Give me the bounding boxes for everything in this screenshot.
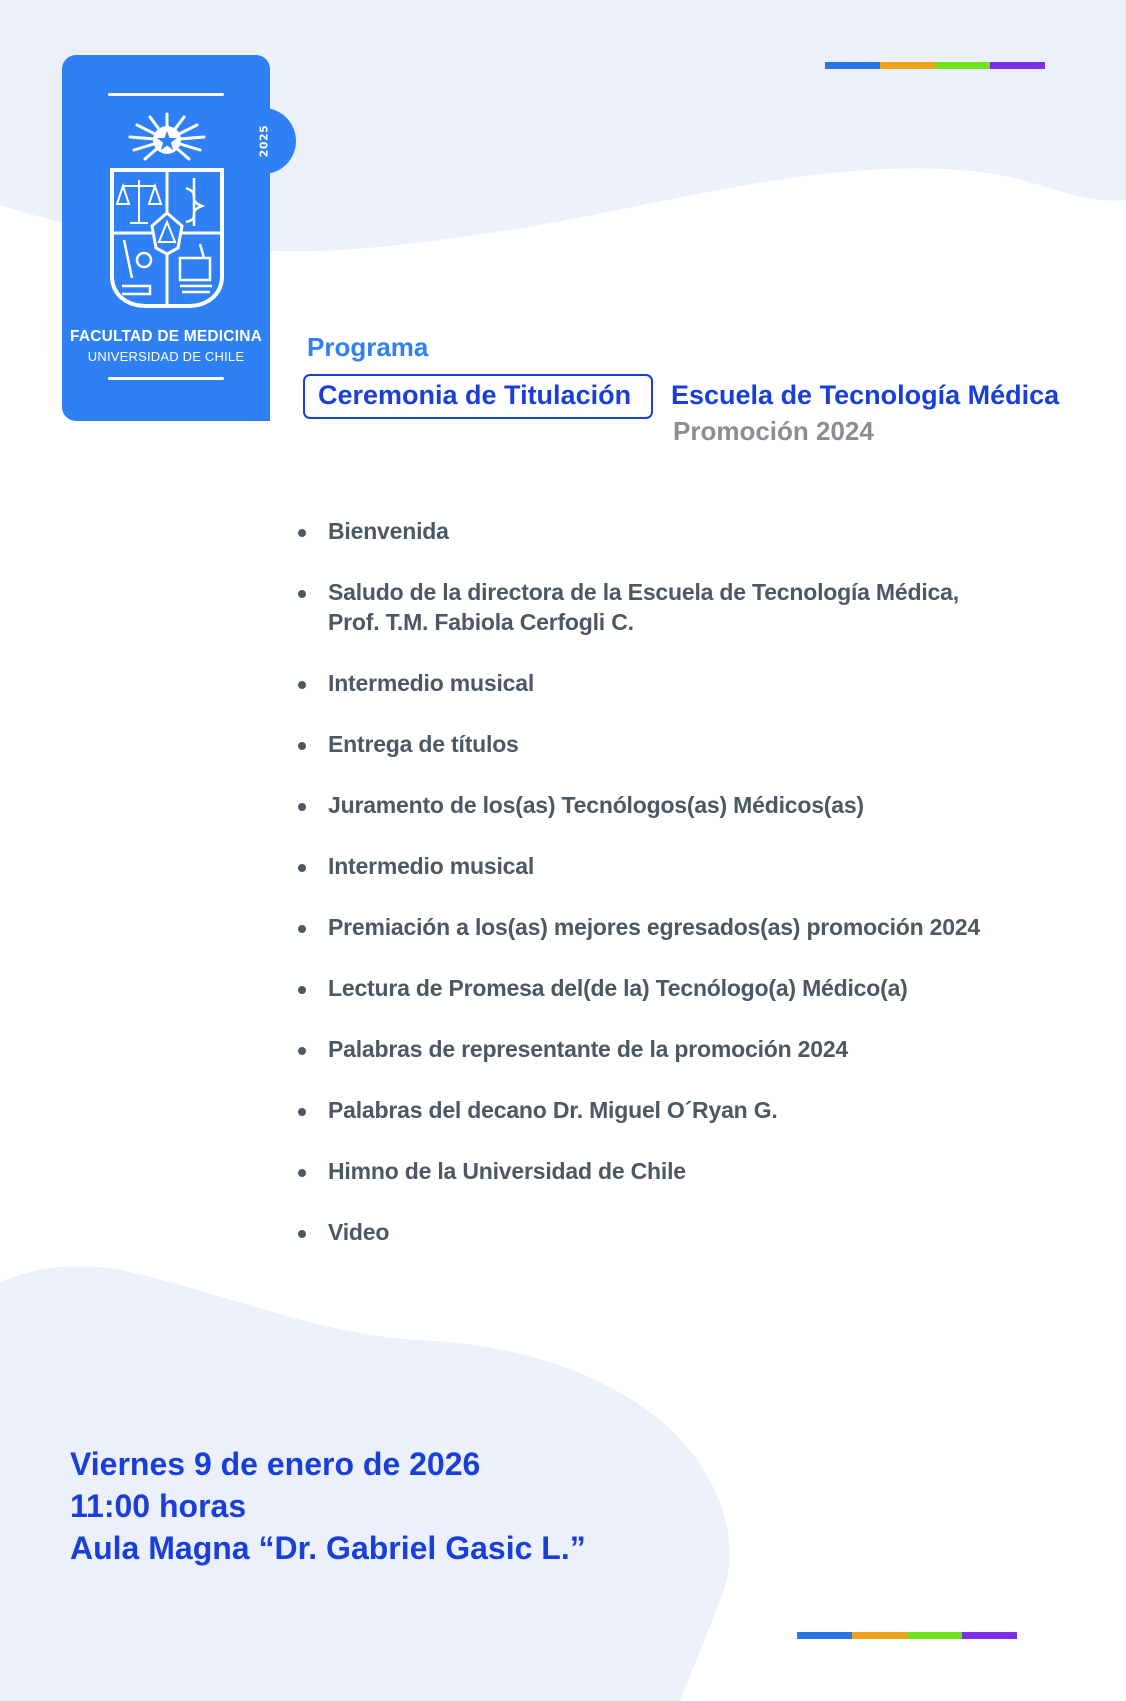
program-item-text: Intermedio musical xyxy=(328,670,535,696)
program-item-text: Saludo de la directora de la Escuela de Tecnología Médica, xyxy=(328,579,959,605)
program-item xyxy=(328,668,1048,698)
program-item xyxy=(328,1217,1048,1247)
color-bar-segment xyxy=(852,1632,907,1639)
program-heading: Programa xyxy=(307,332,429,362)
program-item-text: Premiación a los(as) mejores egresados(as) promoción 2024 xyxy=(328,914,981,940)
logo-divider-top xyxy=(108,93,224,96)
program-item-text: Juramento de los(as) Tecnólogos(as) Médicos(as) xyxy=(328,792,864,818)
program-item xyxy=(328,912,1048,942)
program-item xyxy=(328,1034,1048,1064)
program-item xyxy=(328,1095,1048,1125)
event-time: 11:00 horas xyxy=(70,1488,247,1524)
logo-subtitle: UNIVERSIDAD DE CHILE xyxy=(87,349,245,364)
program-item xyxy=(328,973,1048,1003)
program-item-text: Palabras de representante de la promoción 2024 xyxy=(328,1036,849,1062)
program-item xyxy=(328,790,1048,820)
program-item xyxy=(328,729,1048,759)
color-bar-segment xyxy=(935,62,990,69)
program-item-text: Intermedio musical xyxy=(328,853,535,879)
program-item-text: Palabras del decano Dr. Miguel O´Ryan G. xyxy=(328,1097,778,1123)
event-details xyxy=(70,1443,586,1569)
program-item xyxy=(328,851,1048,881)
program-item xyxy=(328,516,1048,546)
ceremony-title: Ceremonia de Titulación xyxy=(318,380,632,410)
program-item-text: Video xyxy=(328,1219,390,1245)
color-bar-segment xyxy=(962,1632,1017,1639)
class-year: Promoción 2024 xyxy=(673,416,874,446)
color-bar-segment xyxy=(990,62,1045,69)
program-item-text: Prof. T.M. Fabiola Cerfogli C. xyxy=(328,609,634,635)
university-crest-icon xyxy=(90,108,244,312)
top-color-bar xyxy=(825,62,1045,69)
program-item xyxy=(328,577,1048,637)
logo-title: FACULTAD DE MEDICINA xyxy=(70,328,262,345)
bottom-color-bar xyxy=(797,1632,1017,1639)
logo-year: 2025 xyxy=(257,124,271,158)
program-list xyxy=(328,516,1048,1278)
event-place: Aula Magna “Dr. Gabriel Gasic L.” xyxy=(70,1530,586,1566)
color-bar-segment xyxy=(797,1632,852,1639)
program-item xyxy=(328,1156,1048,1186)
school-name: Escuela de Tecnología Médica xyxy=(671,380,1060,410)
program-item-text: Lectura de Promesa del(de la) Tecnólogo(a) Médico(a) xyxy=(328,975,908,1001)
event-date: Viernes 9 de enero de 2026 xyxy=(70,1446,481,1482)
logo-divider-bottom xyxy=(108,377,224,380)
program-item-text: Entrega de títulos xyxy=(328,731,519,757)
program-item-text: Himno de la Universidad de Chile xyxy=(328,1158,686,1184)
color-bar-segment xyxy=(825,62,880,69)
color-bar-segment xyxy=(880,62,935,69)
program-item-text: Bienvenida xyxy=(328,518,449,544)
color-bar-segment xyxy=(907,1632,962,1639)
